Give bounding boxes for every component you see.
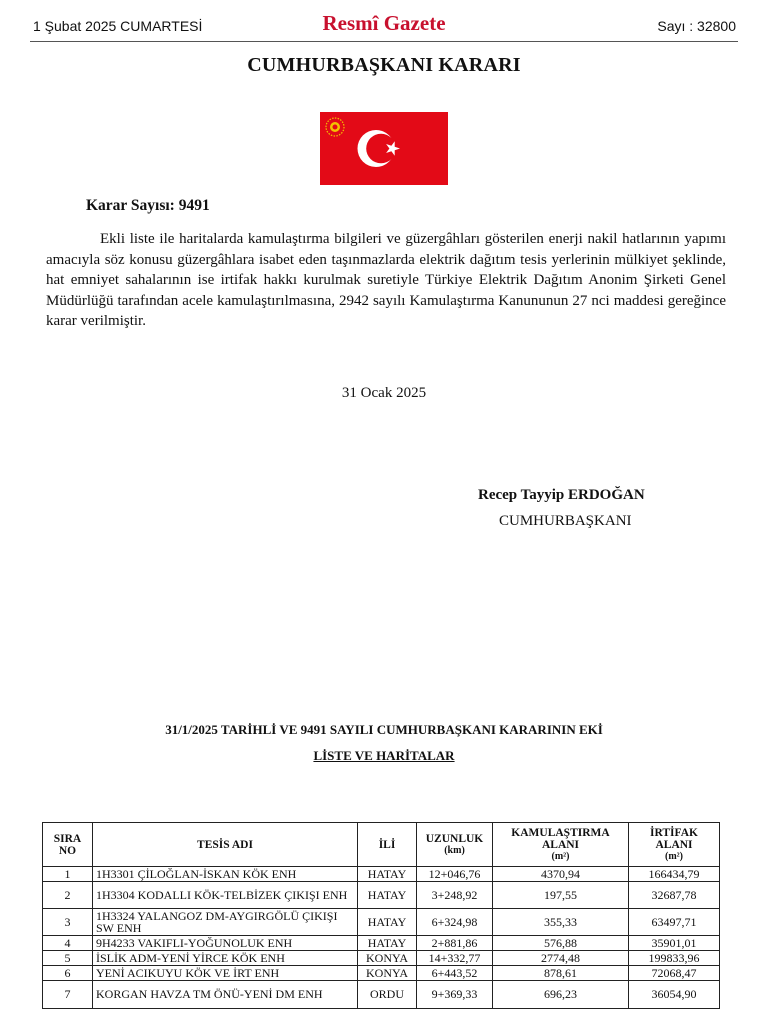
table-row [43, 951, 720, 966]
row-facility-name: 9H4233 VAKIFLI-YOĞUNOLUK ENH [93, 936, 358, 951]
row-province: ORDU [358, 981, 417, 1009]
table-row [43, 936, 720, 951]
row-province: HATAY [358, 909, 417, 936]
gazette-header [0, 11, 768, 40]
table-row [43, 966, 720, 981]
row-facility-name: 1H3301 ÇİLOĞLAN-İSKAN KÖK ENH [93, 867, 358, 882]
row-easement-area: 32687,78 [629, 882, 720, 909]
signatory-name: Recep Tayyip ERDOĞAN [478, 487, 645, 503]
row-facility-name: 1H3324 YALANGOZ DM-AYGIRGÖLÜ ÇIKIŞI SW ENH [93, 909, 358, 936]
row-expropriation-area: 576,88 [493, 936, 629, 951]
col-header-length-unit: (km) [444, 844, 465, 856]
decision-body: Ekli liste ile haritalarda kamulaştırma bilgileri ve güzergâhları gösterilen enerji nakil hatlarının yapımı amacıyla söz konusu güzergâhlara isabet eden taşınmazlarda elektrik dağıtım tesis yerlerinin mülkiyet şeklinde, hat emniyet sahalarının ise irtifak hakkı kurulmak suretiyle Türkiye Elektrik Dağıtım Anonim Şirketi Genel Müdürlüğü tarafından acele kamulaştırılmasına, 2942 sayılı Kamulaştırma Kanununun 27 nci maddesi gereğince karar verilmiştir. [46, 231, 726, 330]
col-header-easement-line1: İRTİFAK [650, 826, 698, 839]
row-expropriation-area: 4370,94 [493, 867, 629, 882]
annex-subtitle: LİSTE VE HARİTALAR [313, 748, 455, 763]
decision-date: 31 Ocak 2025 [341, 385, 427, 401]
row-no: 4 [43, 936, 93, 951]
row-no: 7 [43, 981, 93, 1009]
row-length: 6+324,98 [417, 909, 493, 936]
row-province: HATAY [358, 867, 417, 882]
row-province: HATAY [358, 936, 417, 951]
signatory-title: CUMHURBAŞKANI [499, 513, 632, 529]
row-expropriation-area: 2774,48 [493, 951, 629, 966]
decision-number: Karar Sayısı: 9491 [86, 197, 210, 214]
col-header-easement [629, 823, 720, 867]
row-no: 1 [43, 867, 93, 882]
row-province: HATAY [358, 882, 417, 909]
col-header-easement-unit: (m²) [665, 850, 683, 862]
col-header-easement-line2: ALANI [655, 838, 693, 851]
col-header-province: İLİ [358, 823, 417, 867]
row-no: 5 [43, 951, 93, 966]
row-length: 9+369,33 [417, 981, 493, 1009]
facility-table [42, 822, 720, 1009]
col-header-expropriation-line2: ALANI [541, 838, 580, 851]
row-length: 12+046,76 [417, 867, 493, 882]
col-header-length-label: UZUNLUK [425, 832, 484, 845]
row-no: 3 [43, 909, 93, 936]
table-header-row [43, 823, 720, 867]
col-header-no-line1: SIRA [53, 832, 82, 845]
presidential-seal-icon [324, 116, 346, 143]
row-expropriation-area: 878,61 [493, 966, 629, 981]
gazette-name: Resmî Gazete [322, 11, 446, 35]
row-easement-area: 199833,96 [629, 951, 720, 966]
col-header-length [417, 823, 493, 867]
page-title: CUMHURBAŞKANI KARARI [247, 54, 521, 76]
header-divider [30, 41, 738, 42]
table-row [43, 909, 720, 936]
row-no: 6 [43, 966, 93, 981]
row-length: 2+881,86 [417, 936, 493, 951]
row-province: KONYA [358, 951, 417, 966]
row-easement-area: 63497,71 [629, 909, 720, 936]
row-no: 2 [43, 882, 93, 909]
row-length: 14+332,77 [417, 951, 493, 966]
table-row [43, 882, 720, 909]
row-length: 3+248,92 [417, 882, 493, 909]
row-facility-name: İSLİK ADM-YENİ YİRCE KÖK ENH [93, 951, 358, 966]
col-header-expropriation [493, 823, 629, 867]
issue-number: Sayı : 32800 [657, 18, 736, 34]
row-province: KONYA [358, 966, 417, 981]
table-row [43, 981, 720, 1009]
col-header-no-line2: NO [58, 844, 77, 857]
row-expropriation-area: 355,33 [493, 909, 629, 936]
row-facility-name: KORGAN HAVZA TM ÖNÜ-YENİ DM ENH [93, 981, 358, 1009]
annex-title: 31/1/2025 TARİHLİ VE 9491 SAYILI CUMHURBAŞKANI KARARININ EKİ [165, 722, 603, 737]
row-easement-area: 166434,79 [629, 867, 720, 882]
row-easement-area: 72068,47 [629, 966, 720, 981]
row-facility-name: 1H3304 KODALLI KÖK-TELBİZEK ÇIKIŞI ENH [93, 882, 358, 909]
col-header-expropriation-unit: (m²) [551, 850, 570, 862]
table-row [43, 867, 720, 882]
col-header-name: TESİS ADI [93, 823, 358, 867]
row-easement-area: 36054,90 [629, 981, 720, 1009]
row-easement-area: 35901,01 [629, 936, 720, 951]
col-header-expropriation-line1: KAMULAŞTIRMA [511, 826, 610, 839]
header-date: 1 Şubat 2025 CUMARTESİ [33, 18, 203, 34]
col-header-no [43, 823, 93, 867]
row-expropriation-area: 696,23 [493, 981, 629, 1009]
row-expropriation-area: 197,55 [493, 882, 629, 909]
row-facility-name: YENİ ACIKUYU KÖK VE İRT ENH [93, 966, 358, 981]
row-length: 6+443,52 [417, 966, 493, 981]
